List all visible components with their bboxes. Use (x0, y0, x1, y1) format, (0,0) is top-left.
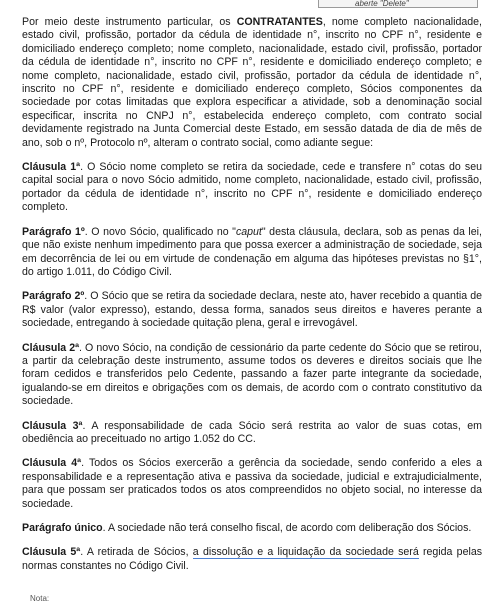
paragraph-2-text: . O Sócio que se retira da sociedade declara, neste ato, haver recebido a quantia de R$ valor (valor expresso), estando, dessa forma, sanados seus direitos e haveres perante a sociedade, entregando à sociedade quitação plena, geral e irrevogável. (22, 290, 482, 330)
clause-4 (22, 457, 482, 511)
clause-5-text-start: . A retirada de Sócios, (80, 546, 193, 559)
intro-text-rest: , nome completo nacionalidade, estado civil, profissão, portador da cédula de identidade n°, inscrito no CPF n°, residente e domiciliado endereço completo; nome completo, nacionalidade, estado civil, profissão, portador da cédula de identidade n°, inscrito no CPF n°, residente e domiciliado endereço completo; e nome completo, nacionalidade, estado civil, profissão, portador da cédula de identidade n°, inscrito no CPF n°, residente e domiciliado endereço completo, Sócios componentes da sociedade por cotas limitadas que explora especificar a atividade, sob a denominação social especificar, inscrita no CNPJ n°, estabelecida endereço completo, com contrato social devidamente registrado na Junta Comercial deste Estado, em sessão datada de dia de mês de ano, sob o nº, Protocolo nº, alteram o contrato social, como adiante segue: (22, 16, 482, 149)
clause-2 (22, 342, 482, 409)
intro-paragraph (22, 16, 482, 150)
clause-5 (22, 546, 482, 573)
clause-3-text: . A responsabilidade de cada Sócio será restrita ao valor de suas cotas, em obediência ao preceituado no artigo 1.052 do CC. (22, 419, 482, 445)
footnote-text: Nota: (30, 594, 50, 603)
spellcheck-underline[interactable]: a dissolução e a liquidação da sociedade será (192, 546, 419, 559)
paragraph-1-heading: Parágrafo 1º (22, 225, 85, 238)
clause-3 (22, 420, 482, 447)
clause-1-text: . O Sócio nome completo se retira da sociedade, cede e transfere n° cotas do seu capital social para o novo Sócio admitido, nome completo, nacionalidade, estado civil, profissão, portador da cédula de identidade n°, inscrito no CPF n°, residente e domiciliado endereço completo. (22, 161, 482, 214)
paragraph-1-text-start: . O novo Sócio, qualificado no " (84, 225, 236, 238)
clause-2-text: . O novo Sócio, na condição de cessionário da parte cedente do Sócio que se retirou, a partir da celebração deste instrumento, assume todos os deveres e direitos sociais que lhe foram cedidos e transferidos pelo Cedente, passando a fazer parte integrante da sociedade, igualando-se em direitos e obrigações com os demais, de acordo com o contrato constitutivo da sociedade. (22, 341, 482, 408)
clause-2-heading: Cláusula 2ª (22, 341, 80, 354)
intro-text-start: Por meio deste instrumento particular, os (22, 16, 237, 28)
paragraph-1 (22, 226, 482, 280)
document-body (22, 16, 482, 584)
clause-5-text-rest: regida pelas normas constantes no Código Civil. (22, 546, 483, 572)
paragraph-1-text-rest: " desta cláusula, declara, sob as penas da lei, que não existe nenhum impedimento para que possa exercer a administração de sociedade, seja em decorrência de lei ou em virtude de condenação em alguma das hipóteses previstas no §1°, do artigo 1.011, do Código Civil. (22, 225, 482, 278)
paragraph-unico-text: . A sociedade não terá conselho fiscal, de acordo com deliberação dos Sócios. (102, 522, 472, 534)
clause-3-heading: Cláusula 3ª (22, 419, 83, 432)
paragraph-2 (22, 290, 482, 330)
clause-1 (22, 161, 482, 215)
paragraph-unico-heading: Parágrafo único (22, 522, 103, 534)
contratantes-term: CONTRATANTES (236, 16, 323, 28)
clause-4-text: . Todos os Sócios exercerão a gerência da sociedade, sendo conferido a eles a responsabilidade e a representação ativa e passiva da sociedade, judicial e extrajudicialmente, para que possam ser praticados todos os atos compreendidos no objeto social, no interesse da sociedade. (22, 457, 482, 510)
footnote (30, 594, 49, 603)
comment-tab-label: aberte "Delete" (355, 0, 409, 8)
clause-1-heading: Cláusula 1ª (22, 161, 81, 174)
clause-4-heading: Cláusula 4ª (22, 457, 82, 470)
paragraph-2-heading: Parágrafo 2º (22, 290, 85, 303)
paragraph-unico (22, 522, 482, 535)
caput-term: caput (235, 225, 262, 238)
clause-5-heading: Cláusula 5ª (22, 546, 81, 559)
comment-tab (318, 0, 478, 8)
